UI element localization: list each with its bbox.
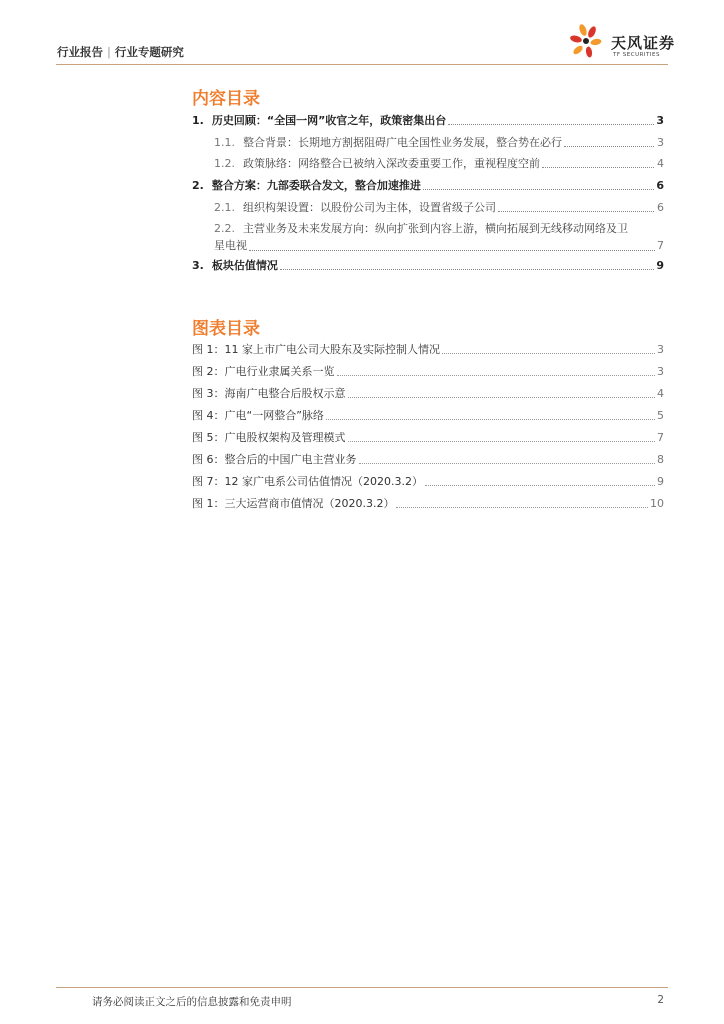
- report-header: [57, 44, 184, 60]
- dot-leader: [448, 124, 654, 125]
- toc-item-number: 2.: [192, 179, 204, 192]
- figure-item-page: 5: [657, 409, 664, 422]
- footer-disclaimer: 请务必阅读正文之后的信息披露和免责申明: [92, 996, 292, 1008]
- toc-item-text: 整合方案：九部委联合发文，整合加速推进: [211, 179, 421, 192]
- figure-item[interactable]: [192, 387, 664, 400]
- toc-item-number: 2.2.: [214, 222, 235, 235]
- figure-item[interactable]: [192, 453, 664, 466]
- figure-item-page: 4: [657, 387, 664, 400]
- toc-item-number: 1.: [192, 114, 204, 127]
- logo-name-cn: 天风证券: [611, 34, 676, 52]
- toc-item-text: 板块估值情况: [211, 259, 278, 272]
- dot-leader: [348, 441, 656, 442]
- toc-item[interactable]: [192, 179, 664, 192]
- dot-leader: [249, 250, 655, 251]
- toc-subitem[interactable]: [214, 136, 664, 149]
- page-number: 2: [657, 994, 664, 1006]
- toc-subitem[interactable]: [214, 220, 664, 254]
- toc-title: 内容目录: [192, 89, 260, 109]
- toc-item-text-continued: 星电视: [214, 239, 247, 252]
- figure-item-text: 图 1：三大运营商市值情况（2020.3.2）: [192, 497, 395, 510]
- dot-leader: [359, 463, 656, 464]
- toc-item-text: 政策脉络：网络整合已被纳入深改委重要工作，重视程度空前: [243, 157, 540, 170]
- company-logo: [569, 20, 679, 62]
- header-subcategory: 行业专题研究: [114, 45, 184, 59]
- dot-leader: [542, 167, 654, 168]
- figure-item-text: 图 3：海南广电整合后股权示意: [192, 387, 346, 400]
- figure-item-page: 8: [657, 453, 664, 466]
- figure-item-text: 图 7：12 家广电系公司估值情况（2020.3.2）: [192, 475, 423, 488]
- dot-leader: [423, 189, 654, 190]
- header-category: 行业报告: [57, 45, 103, 59]
- figure-item-text: 图 2：广电行业隶属关系一览: [192, 365, 335, 378]
- toc-item-number: 3.: [192, 259, 204, 272]
- figure-list-title: 图表目录: [192, 319, 260, 339]
- toc-subitem[interactable]: [214, 157, 664, 170]
- figure-item-page: 9: [657, 475, 664, 488]
- figure-item[interactable]: [192, 365, 664, 378]
- toc-item-page: 9: [656, 259, 664, 272]
- toc-item-text: 历史回顾：“全国一网”收官之年，政策密集出台: [211, 114, 447, 127]
- toc-item-text: 主营业务及未来发展方向：纵向扩张到内容上游，横向拓展到无线移动网络及卫: [243, 222, 628, 235]
- dot-leader: [425, 485, 655, 486]
- toc-item[interactable]: [192, 259, 664, 272]
- dot-leader: [348, 397, 656, 398]
- dot-leader: [337, 375, 656, 376]
- figure-item-text: 图 5：广电股权架构及管理模式: [192, 431, 346, 444]
- toc-item-text: 组织构架设置：以股份公司为主体，设置省级子公司: [243, 201, 496, 214]
- figure-item[interactable]: [192, 343, 664, 356]
- toc-item-number: 2.1.: [214, 201, 235, 214]
- dot-leader: [280, 269, 654, 270]
- figure-item-text: 图 6：整合后的中国广电主营业务: [192, 453, 357, 466]
- header-rule: [56, 64, 668, 65]
- figure-item[interactable]: [192, 497, 664, 510]
- dot-leader: [396, 507, 648, 508]
- toc-item-page: 3: [657, 136, 664, 149]
- toc-item-text: 整合背景：长期地方割据阻碍广电全国性业务发展，整合势在必行: [243, 136, 562, 149]
- toc-item-number: 1.2.: [214, 157, 235, 170]
- figure-item-page: 10: [650, 497, 664, 510]
- figure-item[interactable]: [192, 431, 664, 444]
- figure-item-page: 3: [657, 343, 664, 356]
- toc-item-page: 3: [656, 114, 664, 127]
- toc-item-page: 6: [657, 201, 664, 214]
- toc-item-number: 1.1.: [214, 136, 235, 149]
- flower-logo-icon: [569, 22, 609, 62]
- figure-item-text: 图 1：11 家上市广电公司大股东及实际控制人情况: [192, 343, 440, 356]
- dot-leader: [442, 353, 655, 354]
- footer-rule: [56, 987, 668, 988]
- toc-subitem[interactable]: [214, 201, 664, 214]
- dot-leader: [498, 211, 654, 212]
- dot-leader: [564, 146, 654, 147]
- figure-item-page: 7: [657, 431, 664, 444]
- header-separator: |: [107, 45, 111, 59]
- logo-name-en: TF SECURITIES: [613, 52, 660, 58]
- toc-item-page: 7: [657, 239, 664, 252]
- figure-item[interactable]: [192, 475, 664, 488]
- figure-item[interactable]: [192, 409, 664, 422]
- figure-item-page: 3: [657, 365, 664, 378]
- dot-leader: [326, 419, 655, 420]
- toc-item[interactable]: [192, 114, 664, 127]
- figure-item-text: 图 4：广电“一网整合”脉络: [192, 409, 324, 422]
- toc-item-page: 4: [657, 157, 664, 170]
- toc-item-page: 6: [656, 179, 664, 192]
